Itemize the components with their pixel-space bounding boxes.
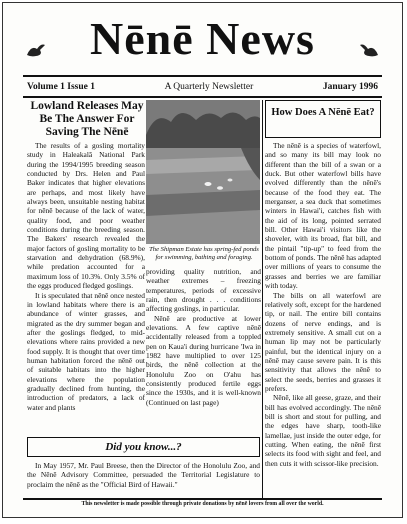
sidebar-paragraph: The nēnē is a species of waterfowl, and so many its bill may look no different than the bill of a swan or a duck. But other waterfowl bills have evolved differently than the nēnē's because of the food they eat. The merganser, a sea duck that sometimes winters in Hawai'i, catches fish with the aid of its long, pointed serrated bill. Other Hawai'i visitors like the shoveler, with its broad, flat bill, and the pintail "tip-up" to feed from the bottom of ponds. The nēnē has adapted over millions of years to consume the grasses and berries we are familiar with today. bbox=[265, 141, 381, 291]
lead-column-1 bbox=[27, 141, 145, 412]
pond-photo-art bbox=[146, 100, 260, 244]
volume-issue: Volume 1 Issue 1 bbox=[27, 82, 96, 92]
issue-date: January 1996 bbox=[322, 82, 378, 92]
issue-meta bbox=[27, 80, 378, 94]
pond-photo bbox=[146, 100, 260, 244]
lead-column-2 bbox=[146, 267, 261, 407]
sidebar-headline: How Does A Nēnē Eat? bbox=[265, 100, 381, 138]
footer-rule bbox=[23, 498, 382, 500]
lead-paragraph: Nēnē are productive at lower elevations. A few captive nēnē accidentally released from a toppled pen on Kaua'i during hurricane 'Iwa in 1982 have multiplied to over 125 birds, the nēnē collection at the Honolulu Zoo on O'ahu has consistently produced fertile eggs since the 1930s, and it is well-known (Continued on last page) bbox=[146, 313, 261, 407]
newsletter-subtitle: A Quarterly Newsletter bbox=[164, 82, 254, 92]
newsletter-title: Nēnē News bbox=[90, 13, 315, 64]
sidebar-column bbox=[265, 141, 381, 468]
lead-paragraph: The results of a gosling mortality study in Haleakalā National Park during the 1994/1995 breeding season conducted by Drs. Helen and Paul Baker indicates that higher elevations are perhaps, and most likely have always been, unsuitable nesting habitat for nēnē because of the lack of water, quality food, and poor weather conditions during the breeding season. The Bakers' research revealed the major factors of gosling mortality to be starvation and dehydration (68.9%), while predation accounted for a maximum loss of 10.3%. Only 3.5% of the eggs produced fledged goslings. bbox=[27, 141, 145, 291]
column-divider bbox=[262, 100, 263, 500]
did-you-know-heading: Did you know...? bbox=[27, 437, 260, 457]
masthead bbox=[3, 9, 402, 71]
newsletter-page bbox=[2, 2, 403, 518]
did-you-know-text bbox=[27, 461, 260, 489]
masthead-rule-bottom bbox=[23, 96, 382, 98]
did-you-know-paragraph: In May 1957, Mr. Paul Breese, then the Director of the Honolulu Zoo, and the Nēnē Advisory Committee, persuaded the Territorial Legislature to proclaim the nēnē as the "Official Bird of Hawaii." bbox=[27, 461, 260, 489]
lead-paragraph: providing quality nutrition, and weather extremes – freezing temperatures, periods of excessive rain, then drought . . . conditions affecting goslings, in particular. bbox=[146, 267, 261, 314]
sidebar-paragraph: The bills on all waterfowl are relatively soft, except for the hardened tip, or nail. The entire bill contains dozens of nerve endings, and is extremely sensitive. A small cut on a human lip may not be particularly painful, but the identical injury on a nēnē may cause severe pain. It is this sensitivity that allows the nēnē to select the seeds, berries and grasses it prefers. bbox=[265, 290, 381, 393]
masthead-rule-top bbox=[23, 75, 382, 77]
sidebar-paragraph: Nēnē, like all geese, graze, and their bill has evolved accordingly. The nēnē bill is short and stout for pulling, and the edges have sharp, tooth-like lamellae, just inside the outer edge, for cutting. When eating, the nēnē first selects its food with sight and feel, and then cuts it with scissor-like precision. bbox=[265, 393, 381, 468]
footer-note: This newsletter is made possible through private donations by nēnē lovers from all over the world. bbox=[81, 501, 324, 507]
nene-silhouette-icon bbox=[358, 41, 380, 59]
photo-caption: The Shipman Estate has spring-fed ponds for swimming, bathing and foraging. bbox=[149, 246, 259, 261]
lead-paragraph: It is speculated that nēnē once nested in lowland habitats where there is an abundance of winter grasses, and migrated as the dry summer began and after the goslings fledged, to mid-elevations where rains provided a new food supply. It is thought that over time human habitation forced the nēnē out of suitable habitats into the higher elevations where the population gradually declined from hunting, the introduction of predators, a lack of water and plants bbox=[27, 290, 145, 412]
lead-headline: Lowland Releases May Be The Answer For Saving The Nēnē bbox=[30, 100, 144, 138]
